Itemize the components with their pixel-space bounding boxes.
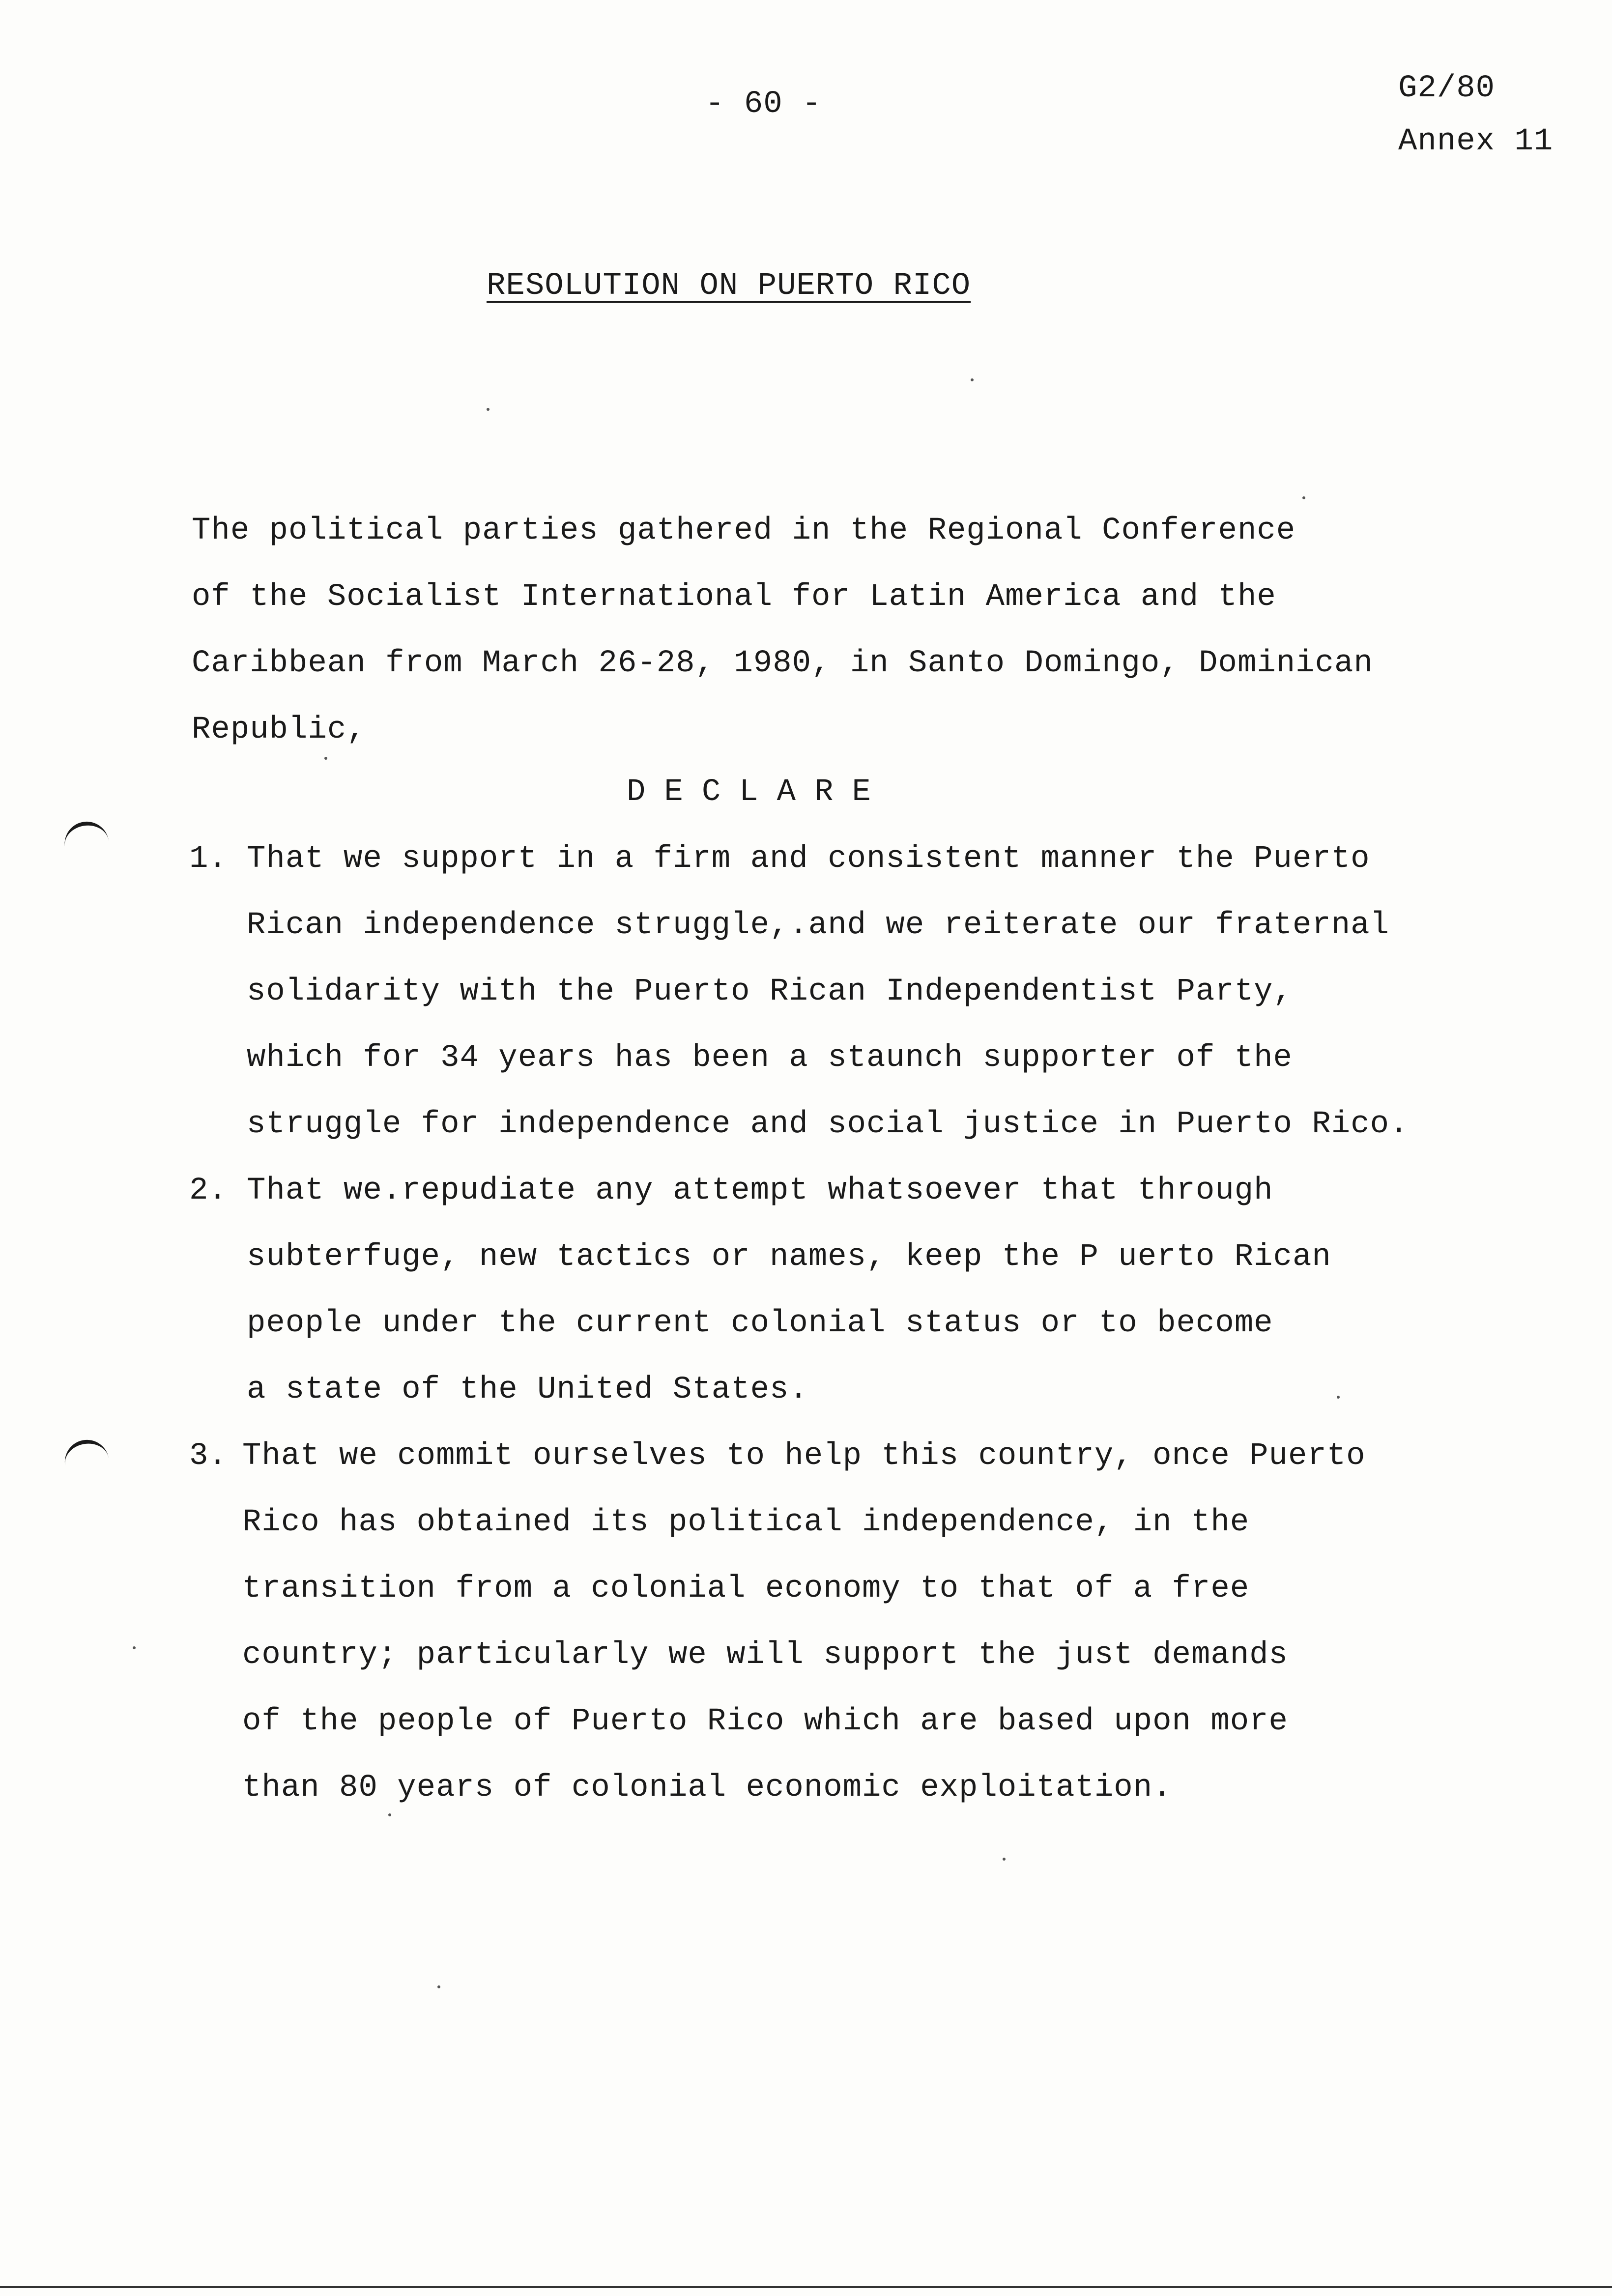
scan-speck: [1003, 1858, 1006, 1861]
page-number: - 60 -: [705, 86, 822, 122]
margin-mark: [62, 819, 111, 858]
item-line: solidarity with the Puerto Rican Independentist Party,: [247, 974, 1293, 1009]
item-line: country; particularly we will support the just demands: [242, 1637, 1288, 1673]
margin-mark: [61, 1436, 111, 1477]
item-line: Rican independence struggle,.and we reiterate our fraternal: [247, 908, 1389, 943]
item-line: That we commit ourselves to help this country, once Puerto: [242, 1438, 1366, 1474]
item-line: Rico has obtained its political independence, in the: [242, 1505, 1250, 1540]
scan-speck: [133, 1646, 136, 1649]
document-title: RESOLUTION ON PUERTO RICO: [487, 268, 971, 304]
declare-heading: DECLARE: [627, 775, 890, 810]
item-line: a state of the United States.: [247, 1372, 808, 1407]
annex-label: Annex 11: [1398, 124, 1554, 159]
item-line: struggle for independence and social justice in Puerto Rico.: [247, 1107, 1409, 1142]
item-number: 3.: [189, 1438, 227, 1474]
intro-line: Caribbean from March 26-28, 1980, in Santo Domingo, Dominican: [192, 646, 1373, 681]
scan-speck: [1337, 1396, 1340, 1399]
item-line: That we.repudiate any attempt whatsoever that through: [247, 1173, 1273, 1208]
scan-speck: [437, 1985, 440, 1988]
scan-speck: [388, 1813, 391, 1816]
scan-speck: [1302, 496, 1305, 499]
scan-speck: [487, 408, 489, 411]
item-line: transition from a colonial economy to that of a free: [242, 1571, 1250, 1607]
page-bottom-edge: [0, 2286, 1612, 2288]
item-line: people under the current colonial status or to become: [247, 1306, 1273, 1341]
item-line: than 80 years of colonial economic exploitation.: [242, 1770, 1172, 1806]
item-line: of the people of Puerto Rico which are based upon more: [242, 1704, 1288, 1739]
intro-line: Republic,: [192, 712, 366, 747]
item-number: 2.: [189, 1173, 227, 1208]
document-reference: G2/80: [1398, 71, 1496, 106]
item-line: which for 34 years has been a staunch supporter of the: [247, 1040, 1293, 1076]
item-line: subterfuge, new tactics or names, keep the P uerto Rican: [247, 1239, 1331, 1275]
item-number: 1.: [189, 841, 227, 877]
intro-line: The political parties gathered in the Regional Conference: [192, 513, 1296, 548]
scan-speck: [324, 757, 327, 760]
intro-line: of the Socialist International for Latin America and the: [192, 579, 1276, 615]
scan-speck: [971, 378, 974, 381]
item-line: That we support in a firm and consistent manner the Puerto: [247, 841, 1370, 877]
